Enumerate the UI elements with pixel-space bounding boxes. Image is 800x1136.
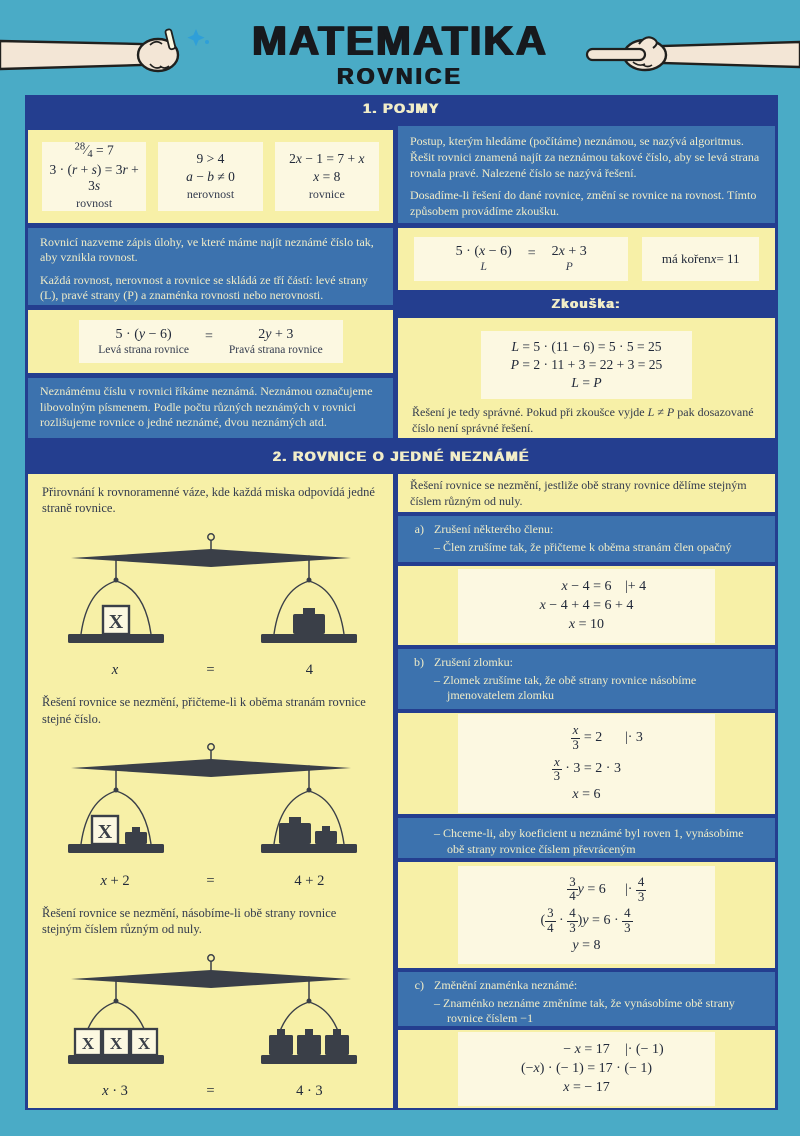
- left-side: [98, 327, 189, 356]
- equals-sign: =: [527, 246, 536, 261]
- balance-scale-icon: [41, 530, 381, 656]
- mul-rule-text: Řešení rovnice se nezmění, násobíme-li obě strany rovnice stejným číslem různým od nuly.: [42, 905, 337, 937]
- scale-equals: =: [206, 1082, 215, 1099]
- rule-b-panel: [398, 649, 775, 709]
- root-equation-card: [414, 237, 628, 281]
- hand-holding-chalk-icon: [0, 28, 218, 80]
- add-rule-text: Řešení rovnice se nezmění, přičteme-li k oběma stranám rovnice stejné číslo.: [42, 695, 366, 726]
- rule-c-panel: [398, 972, 775, 1026]
- divide-rule-text: Řešení rovnice se nezmění, jestliže obě strany rovnice dělíme stejným číslem různým od nuly.: [410, 478, 747, 508]
- unknown-text: Neznámému číslu v rovnici říkáme neznámá. Neznámou označujeme libovolným písmenem. Podle počtu různých neznámých v rovnici rozlišujeme rovnice o jedné neznámé, dvou neznámých atd.: [40, 384, 373, 430]
- right-side-label: P: [565, 261, 573, 273]
- scales-panel: [28, 474, 393, 1108]
- equation-a-panel: [398, 566, 775, 645]
- balance-scale-icon: [41, 740, 381, 866]
- equals-sign: =: [204, 329, 213, 344]
- equation-c-panel: [398, 1030, 775, 1108]
- equation-math: x = 10: [568, 616, 605, 632]
- root-note-card: má kořen x = 11: [642, 237, 759, 281]
- item-bullet: – Znaménko neznáme změníme tak, že vynásobíme obě strany rovnice číslem −1: [434, 995, 735, 1026]
- equation-math: $\frac{x}{3}$ · 3 = 2 · 3: [553, 754, 621, 784]
- svg-text:X: X: [137, 1033, 150, 1053]
- equation-operation: |+ 4: [624, 578, 647, 594]
- check-card: [481, 331, 693, 399]
- balance-scale-icon: [41, 951, 381, 1077]
- coefficient-rule-panel: [398, 818, 775, 858]
- example-math: $^{28}⁄_4 = 7$: [74, 141, 114, 161]
- definition-panel: [28, 228, 393, 305]
- equation-operation: |· 3: [624, 730, 643, 746]
- item-bullet: – Člen zrušíme tak, že přičteme k oběma stranám člen opačný: [434, 539, 732, 554]
- check-panel: [398, 318, 775, 438]
- section-1-header: 1. POJMY: [363, 100, 440, 116]
- pointing-hand-icon: [565, 28, 800, 80]
- scale-right-label: 4: [305, 662, 313, 679]
- scale-left-label: x: [111, 662, 119, 679]
- example-card-rovnice: [275, 142, 379, 211]
- scale-left-label: x + 2: [100, 872, 130, 889]
- left-side: [456, 244, 512, 273]
- right-side-label: Pravá strana rovnice: [228, 344, 323, 356]
- algorithm-p1: Postup, kterým hledáme (počítáme) neznámou, se nazývá algoritmus. Řešit rovnici znamená najít za neznámou takové číslo, aby se levá strana rovnala pravé. Nalezené číslo se nazývá řešení.: [410, 134, 760, 180]
- left-side-label: L: [480, 261, 487, 273]
- root-example-panel: [398, 228, 775, 290]
- equation-coefficient-panel: [398, 862, 775, 968]
- example-label: rovnice: [308, 187, 345, 201]
- item-title: Změnění znaménka neznámé:: [434, 978, 578, 992]
- definition-p1: Rovnicí nazveme zápis úlohy, ve které máme najít neznámé číslo tak, aby vznikla rovnost.: [40, 235, 374, 265]
- check-title: Zkouška:: [551, 296, 622, 311]
- algorithm-panel: [398, 126, 775, 223]
- equation-card: [458, 866, 714, 964]
- algorithm-p2: Dosadíme-li řešení do dané rovnice, změní se rovnice na rovnost. Tímto způsobem provádíme zkoušku.: [410, 188, 757, 219]
- scale-3-labels: [40, 1082, 381, 1102]
- scale-equals: =: [206, 872, 215, 889]
- item-marker: a): [414, 522, 424, 536]
- item-title: Zrušení zlomku:: [434, 655, 513, 669]
- scale-2-labels: [40, 872, 381, 892]
- sides-card: [79, 320, 343, 363]
- page-title: MATEMATIKA: [251, 17, 549, 64]
- right-side: [229, 327, 323, 356]
- scale-1-illustration: [40, 530, 381, 681]
- equation-math: y = 8: [572, 938, 601, 954]
- check-line: P = 2 · 11 + 3 = 22 + 3 = 25: [510, 357, 663, 372]
- sparkle-icon: [187, 29, 204, 46]
- example-math: a − b ≠ 0: [186, 169, 235, 184]
- left-side-label: Levá strana rovnice: [98, 344, 189, 356]
- example-card-nerovnost: [158, 142, 262, 211]
- item-marker: c): [414, 978, 424, 992]
- equation-math: x − 4 = 6: [561, 578, 612, 594]
- example-math: 9 > 4: [196, 151, 225, 166]
- scales-intro: Přirovnání k rovnoramenné váze, kde každá miska odpovídá jedné straně rovnice.: [42, 485, 375, 516]
- example-math: 3 · (r + s) = 3r + 3s: [49, 162, 139, 194]
- equation-operation: |· (− 1): [624, 1042, 664, 1057]
- equation-math: x = 6: [572, 786, 601, 802]
- equation-math: − x = 17: [563, 1042, 610, 1057]
- svg-text:X: X: [97, 821, 112, 844]
- check-line: L = P: [571, 375, 602, 390]
- example-card-rovnost: [42, 142, 146, 211]
- sides-panel: [28, 310, 393, 373]
- equation-math: x − 4 + 4 = 6 + 4: [539, 597, 634, 613]
- equation-math: x = − 17: [563, 1080, 610, 1095]
- equation-math: (−x) · (− 1) = 17 · (− 1): [520, 1061, 653, 1076]
- right-side-expr: 2x + 3: [551, 244, 587, 259]
- item-bullet: – Chceme-li, aby koeficient u neznámé byl roven 1, vynásobíme obě strany rovnice číslem převráceným: [434, 826, 744, 856]
- examples-panel: [28, 130, 393, 223]
- scale-equals: =: [206, 662, 215, 679]
- equation-b-panel: [398, 713, 775, 814]
- example-math: x = 8: [313, 169, 341, 184]
- unknown-panel: [28, 378, 393, 438]
- equation-card: [458, 1032, 714, 1106]
- scale-1-labels: [40, 661, 381, 681]
- scale-right-label: 4 + 2: [294, 872, 325, 889]
- definition-p2: Každá rovnost, nerovnost a rovnice se skládá ze tří částí: levé strany (L), pravé strany (P) a znaménka rovnosti nebo nerovnosti.: [40, 272, 368, 303]
- left-side-expr: 5 · (x − 6): [455, 244, 512, 259]
- equation-operation: |· $\frac{4}{3}$: [624, 874, 645, 904]
- example-label: rovnost: [76, 196, 113, 211]
- scale-3-illustration: [40, 951, 381, 1102]
- item-marker: b): [414, 655, 424, 669]
- item-marker: [398, 824, 434, 857]
- equation-card: [458, 714, 714, 812]
- equation-card: [458, 569, 714, 643]
- page-subtitle: ROVNICE: [337, 63, 463, 89]
- content-board: [25, 95, 778, 1110]
- example-math: 2x − 1 = 7 + x: [289, 151, 365, 166]
- item-bullet: – Zlomek zrušíme tak, že obě strany rovnice násobíme jmenovatelem zlomku: [434, 672, 697, 703]
- scale-2-illustration: [40, 740, 381, 891]
- equation-math: $\frac{x}{3}$ = 2: [572, 723, 603, 752]
- svg-text:X: X: [81, 1033, 94, 1053]
- right-side-expr: 2y + 3: [258, 327, 294, 342]
- check-note: Řešení je tedy správné. Pokud při zkoušce vyjde L ≠ P pak dosazované číslo není správné řešení.: [412, 405, 754, 435]
- right-side: [552, 244, 587, 273]
- equation-math: ( $\frac{3}{4}$ · $\frac{4}{3}$ )y = 6 · $\frac{4}{3}$: [540, 906, 631, 935]
- rule-a-panel: [398, 516, 775, 562]
- check-line: L = 5 · (11 − 6) = 5 · 5 = 25: [511, 339, 662, 354]
- section-2-header: 2. ROVNICE O JEDNÉ NEZNÁMÉ: [273, 448, 530, 464]
- left-side-expr: 5 · (y − 6): [115, 327, 172, 342]
- divide-rule-panel: [398, 474, 775, 512]
- item-title: Zrušení některého členu:: [434, 522, 554, 536]
- example-label: nerovnost: [186, 187, 235, 201]
- svg-text:X: X: [109, 1033, 122, 1053]
- scale-right-label: 4 · 3: [296, 1082, 323, 1099]
- scale-left-label: x · 3: [102, 1082, 128, 1099]
- svg-text:X: X: [108, 610, 123, 633]
- equation-math: $\frac{3}{4}$ y = 6: [569, 874, 606, 904]
